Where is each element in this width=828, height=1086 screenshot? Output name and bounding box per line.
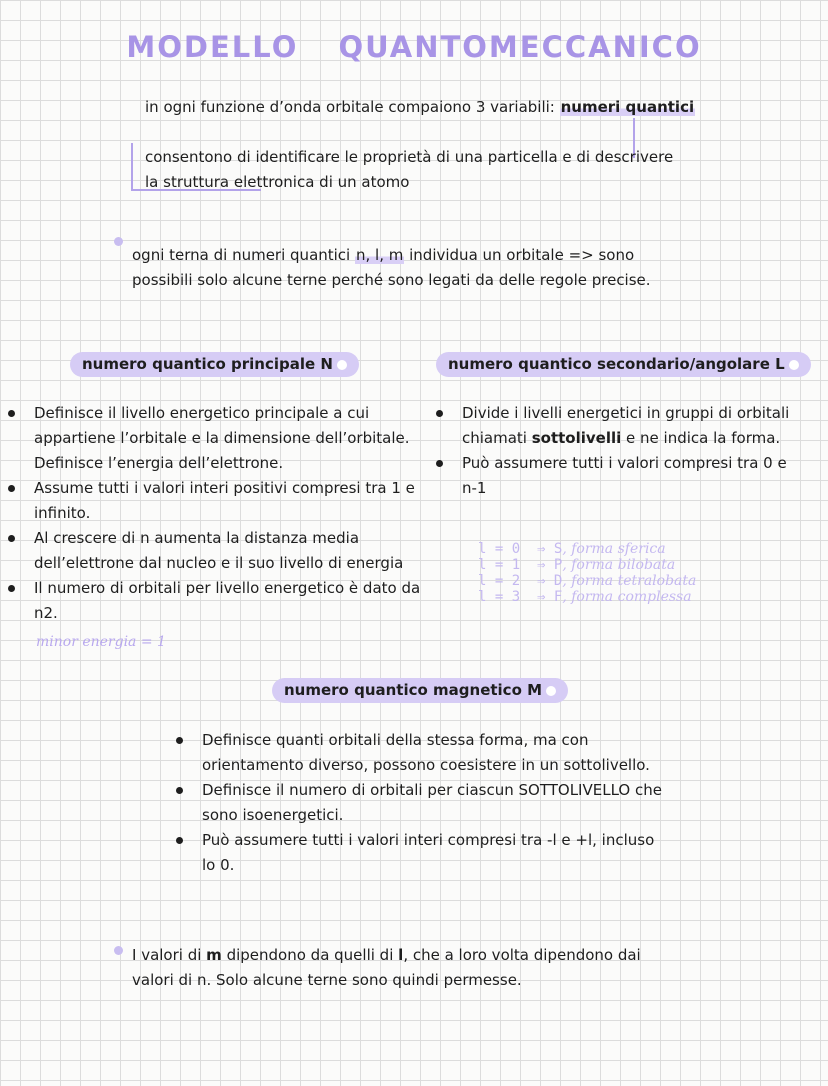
- title-word-1: MODELLO: [126, 30, 299, 64]
- table-letter: F: [553, 589, 563, 605]
- table-shape: , forma bilobata: [562, 557, 676, 573]
- final-paragraph: [132, 943, 792, 993]
- table-l: l = 3: [478, 589, 521, 605]
- secondario-b1-pre: Divide i livelli energetici in gruppi di orbitali chiamati: [462, 404, 790, 447]
- final-line2: valori di n. Solo alcune terne sono quindi permesse.: [132, 971, 522, 989]
- table-arrow: ⇒: [537, 573, 546, 589]
- secondario-bullet-2: Può assumere tutti i valori compresi tra 0 e n-1: [428, 451, 800, 501]
- connector-line-left: [131, 143, 133, 190]
- page-title: [0, 30, 828, 64]
- table-row: [478, 589, 696, 605]
- principale-bullet-4: Il numero di orbitali per livello energetico è dato da n2.: [0, 576, 425, 626]
- secondario-list: [428, 401, 800, 501]
- table-row: [478, 557, 696, 573]
- principale-bullet-1: Definisce il livello energetico principale a cui appartiene l’orbitale e la dimensione dell’orbitale. Definisce l’energia dell’elettrone.: [0, 401, 425, 476]
- terna-paragraph: [132, 243, 792, 293]
- heading-principale: [70, 352, 359, 377]
- table-shape: , forma complessa: [562, 589, 692, 605]
- heading-secondario: [436, 352, 811, 377]
- terna-vars: n, l, m: [356, 246, 404, 264]
- final-post: , che a loro volta dipendono dai: [403, 946, 641, 964]
- terna-line1: [132, 243, 792, 268]
- heading-magnetico-label: numero quantico magnetico M: [284, 681, 543, 699]
- bullet-dot-terna: [114, 237, 123, 246]
- minor-energia-note: minor energia = 1: [36, 634, 166, 650]
- magnetico-bullet-1: Definisce quanti orbitali della stessa forma, ma con orientamento diverso, possono coesistere in un sottolivello.: [168, 728, 668, 778]
- intro-desc-line1: consentono di identificare le proprietà di una particella e di descrivere: [145, 148, 674, 166]
- table-letter: S: [553, 541, 563, 557]
- final-line1: [132, 943, 792, 968]
- principale-bullet-3: Al crescere di n aumenta la distanza media dell’elettrone dal nucleo e il suo livello di energia: [0, 526, 425, 576]
- secondario-b1-bold: sottolivelli: [531, 429, 622, 447]
- table-l: l = 2: [478, 573, 521, 589]
- table-letter: P: [553, 557, 563, 573]
- intro-line: [145, 95, 805, 120]
- table-shape: , forma tetralobata: [562, 573, 697, 589]
- intro-keyword: numeri quantici: [560, 98, 695, 116]
- heading-magnetico: [272, 678, 568, 703]
- terna-line2: possibili solo alcune terne perché sono legati da delle regole precise.: [132, 271, 651, 289]
- secondario-b1-post: e ne indica la forma.: [621, 429, 781, 447]
- table-l: l = 1: [478, 557, 521, 573]
- terna-rest: individua un orbitale => sono: [404, 246, 635, 264]
- table-arrow: ⇒: [537, 589, 546, 605]
- principale-list: [0, 401, 425, 626]
- magnetico-list: [168, 728, 668, 878]
- intro-description: [145, 145, 795, 195]
- principale-bullet-2: Assume tutti i valori interi positivi compresi tra 1 e infinito.: [0, 476, 425, 526]
- final-mid: dipendono da quelli di: [221, 946, 399, 964]
- magnetico-bullet-3: Può assumere tutti i valori interi compresi tra -l e +l, incluso lo 0.: [168, 828, 668, 878]
- table-l: l = 0: [478, 541, 521, 557]
- final-m: m: [206, 946, 222, 964]
- heading-secondario-label: numero quantico secondario/angolare L: [448, 355, 785, 373]
- table-letter: D: [553, 573, 563, 589]
- table-row: [478, 573, 696, 589]
- pill-end-dot: [546, 686, 556, 696]
- heading-principale-label: numero quantico principale N: [82, 355, 333, 373]
- intro-prefix: in ogni funzione d’onda orbitale compaiono 3 variabili:: [145, 98, 560, 116]
- table-arrow: ⇒: [537, 541, 546, 557]
- sottolivelli-table: [478, 541, 696, 605]
- table-arrow: ⇒: [537, 557, 546, 573]
- magnetico-bullet-2: Definisce il numero di orbitali per ciascun SOTTOLIVELLO che sono isoenergetici.: [168, 778, 668, 828]
- terna-prefix: ogni terna di numeri quantici: [132, 246, 355, 264]
- table-shape: , forma sferica: [562, 541, 666, 557]
- final-l: l: [398, 946, 404, 964]
- secondario-bullet-1: [428, 401, 800, 451]
- pill-end-dot: [337, 360, 347, 370]
- table-row: [478, 541, 696, 557]
- bullet-dot-final: [114, 946, 123, 955]
- final-pre: I valori di: [132, 946, 207, 964]
- pill-end-dot: [789, 360, 799, 370]
- intro-desc-line2: la struttura elettronica di un atomo: [145, 173, 410, 191]
- title-word-2: QUANTOMECCANICO: [338, 30, 702, 64]
